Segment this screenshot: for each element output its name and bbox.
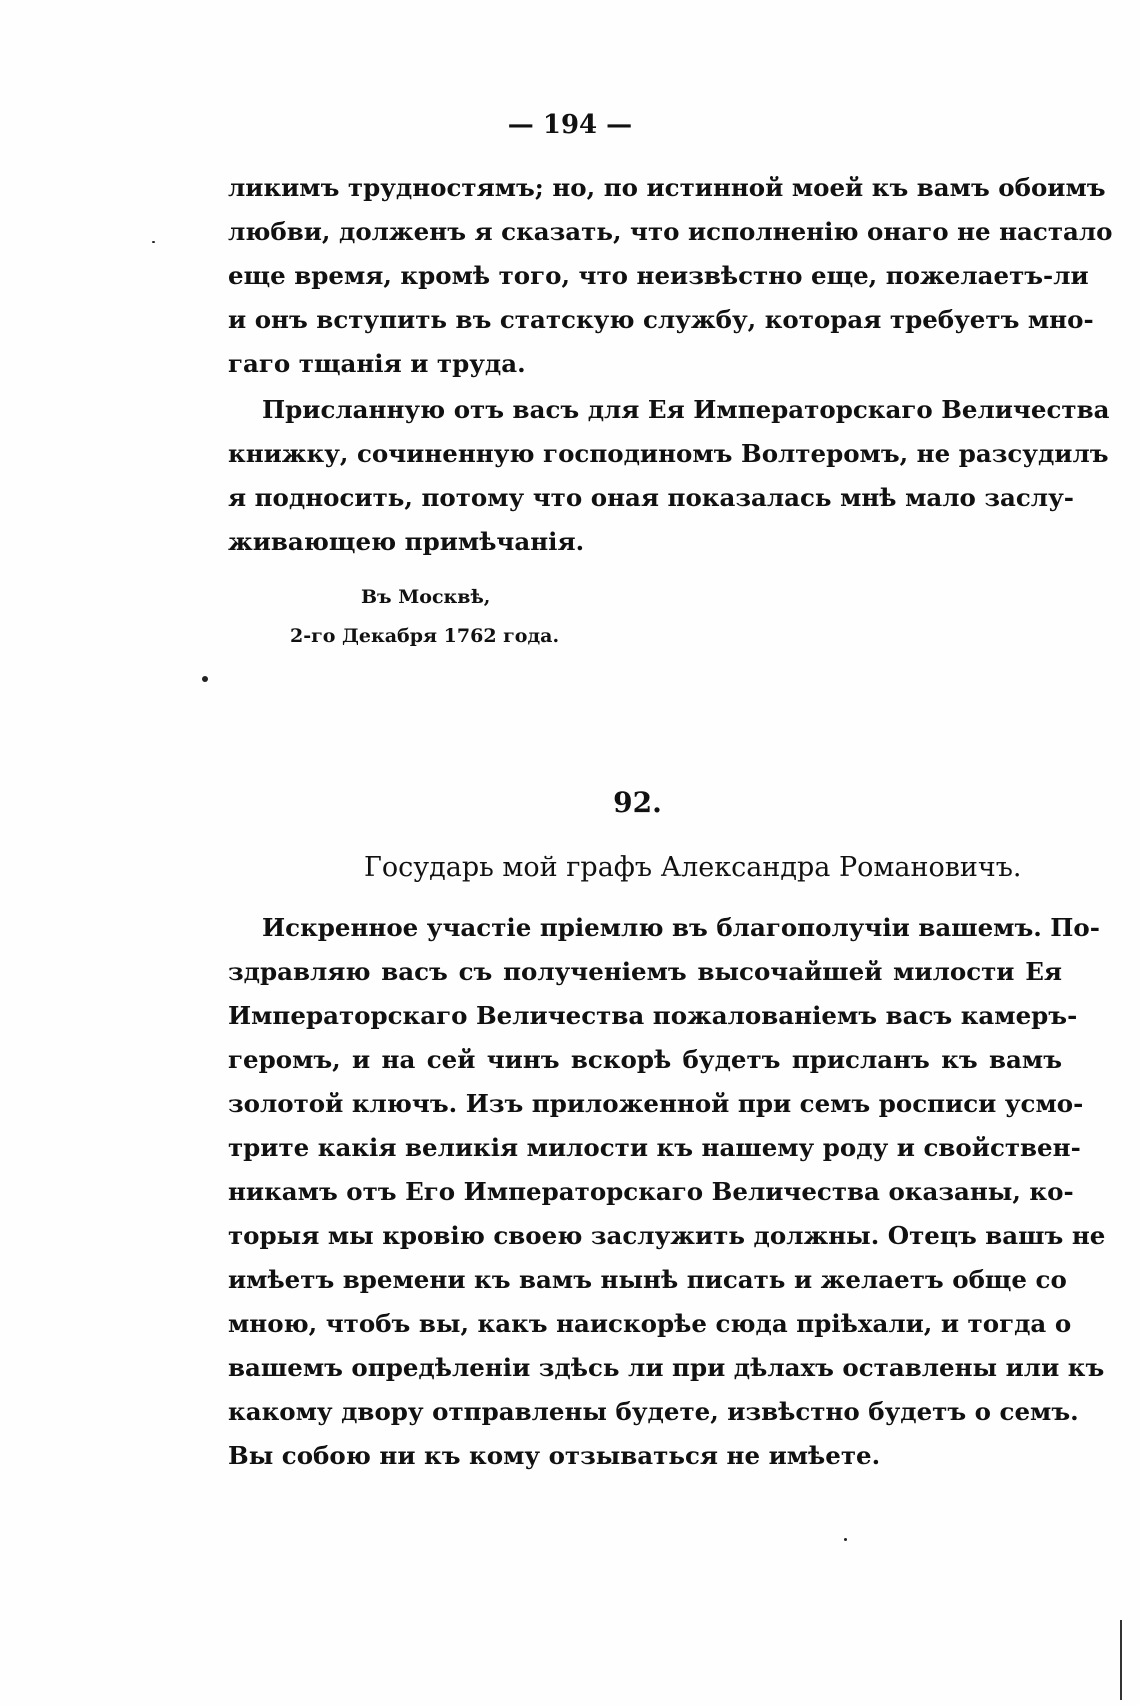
text-line: я подносить, потому что оная показалась мнѣ мало заслу- — [228, 483, 1074, 512]
letter-number: 92. — [613, 786, 662, 819]
text-line: торыя мы кровію своею заслужить должны. Отецъ вашъ не — [228, 1221, 1106, 1250]
text-line: Присланную отъ васъ для Ея Императорскаго Величества — [262, 395, 1110, 424]
text-line: еще время, кромѣ того, что неизвѣстно еще, пожелаетъ-ли — [228, 261, 1089, 290]
letter-date: 2-го Декабря 1762 года. — [290, 625, 560, 647]
text-line: какому двору отправлены будете, извѣстно будетъ о семъ. — [228, 1397, 1079, 1426]
text-line: никамъ отъ Его Императорскаго Величества оказаны, ко- — [228, 1177, 1074, 1206]
page-edge-mark — [1120, 1620, 1122, 1700]
text-line: трите какія великія милости къ нашему роду и свойствен- — [228, 1133, 1081, 1162]
text-line: имѣетъ времени къ вамъ нынѣ писать и желаетъ обще со — [228, 1265, 1067, 1294]
text-line: вашемъ опредѣленіи здѣсь ли при дѣлахъ оставлены или къ — [228, 1353, 1105, 1382]
text-line: гаго тщанія и труда. — [228, 349, 526, 378]
text-line: здравляю васъ съ полученіемъ высочайшей милости Ея — [228, 957, 1062, 986]
scan-speck — [844, 1538, 847, 1541]
letter-place: Въ Москвѣ, — [361, 586, 491, 608]
text-line: любви, долженъ я сказать, что исполненію онаго не настало — [228, 217, 1113, 246]
scan-speck — [152, 241, 155, 243]
letter-salutation: Государь мой графъ Александра Романовичъ. — [364, 852, 1022, 883]
text-line: золотой ключъ. Изъ приложенной при семъ росписи усмо- — [228, 1089, 1084, 1118]
text-line: Вы собою ни къ кому отзываться не имѣете. — [228, 1441, 881, 1470]
text-line: книжку, сочиненную господиномъ Волтеромъ, не разсудилъ — [228, 439, 1109, 468]
text-line: мною, чтобъ вы, какъ наискорѣе сюда пріѣхали, и тогда о — [228, 1309, 1072, 1338]
text-line: Императорскаго Величества пожалованіемъ васъ камеръ- — [228, 1001, 1078, 1030]
scan-speck — [202, 676, 208, 682]
page-number: — 194 — — [507, 110, 633, 140]
text-line: и онъ вступить въ статскую службу, которая требуетъ мно- — [228, 305, 1094, 334]
text-line: ликимъ трудностямъ; но, по истинной моей къ вамъ обоимъ — [228, 173, 1106, 202]
text-line: геромъ, и на сей чинъ вскорѣ будетъ присланъ къ вамъ — [228, 1045, 1062, 1074]
text-line: живающею примѣчанія. — [228, 527, 585, 556]
text-line: Искренное участіе пріемлю въ благополучіи вашемъ. По- — [262, 913, 1100, 942]
